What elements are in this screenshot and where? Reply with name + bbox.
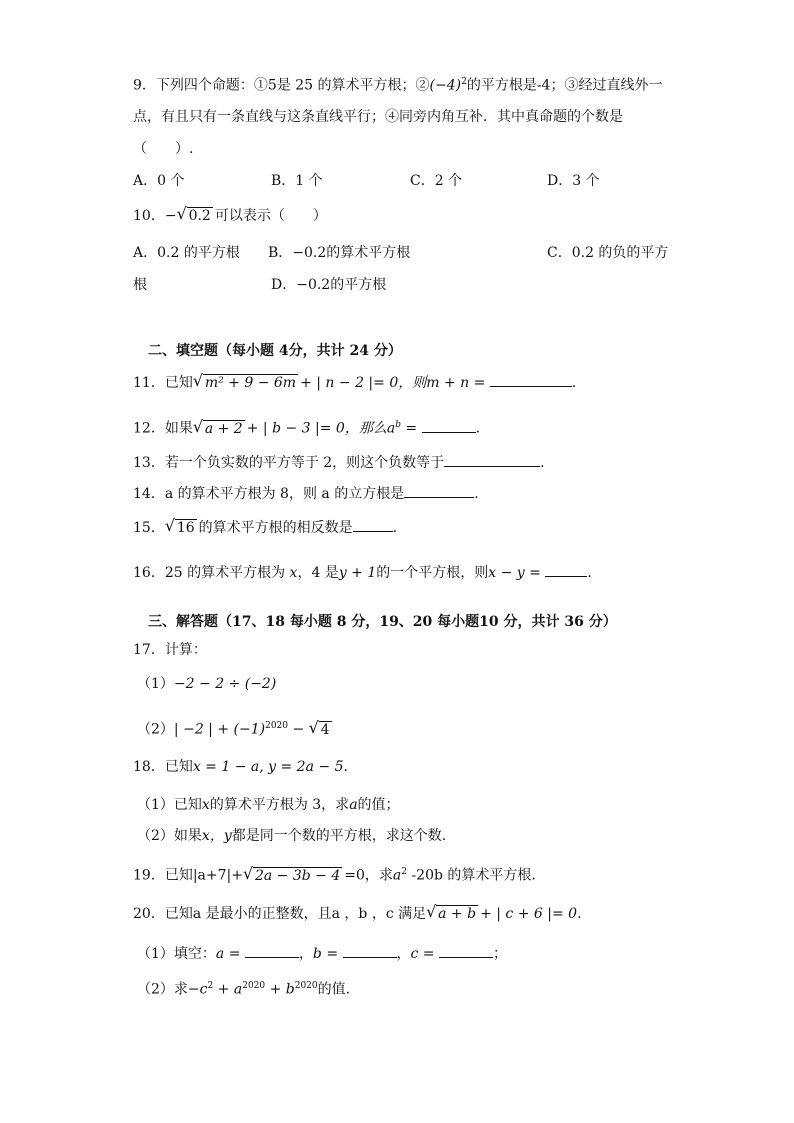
q11-answer-blank[interactable] (490, 372, 572, 387)
q9-option-b: B．1 个 (271, 173, 323, 189)
q10-option-d: D．−0.2的平方根 (271, 277, 387, 293)
q9-option-d: D．3 个 (547, 173, 600, 189)
q15-answer-blank[interactable] (353, 517, 393, 532)
q17-p2-b: − (288, 721, 309, 738)
q10-option-c-wrap: 根 (133, 277, 147, 293)
q16-x: x (289, 565, 298, 581)
q9-line3: （ ）. (133, 141, 194, 157)
q19-a: a (392, 867, 402, 884)
q16-end: . (587, 565, 592, 581)
q15-radicand: 16 (176, 520, 195, 536)
q9-option-a: A．0 个 (133, 173, 185, 189)
q9-line1 (133, 72, 662, 96)
q18-p2-a: （2）如果 (137, 828, 202, 844)
q20-b-blank[interactable] (343, 943, 397, 958)
q20-p1-a: a = (215, 946, 241, 962)
q20-part2 (137, 976, 350, 1000)
q20-sep-1: ， (298, 946, 313, 962)
q20-sqrt (428, 904, 478, 924)
q12-answer-blank[interactable] (422, 418, 476, 433)
section3-title: 三、解答题（17、18 每小题 8 分，19、20 每小题10 分，共计 36 分） (148, 614, 617, 630)
q15-line (133, 517, 397, 538)
q20-p1-end: ； (493, 946, 507, 962)
q11-mid: + | n − 2 |= 0，则 (300, 375, 427, 391)
q19-mid: =0，求 (344, 867, 393, 884)
q10-sqrt (179, 206, 213, 226)
q20-p1-c: c = (410, 946, 435, 962)
q9-exp: 2 (461, 77, 467, 87)
q18-part1 (137, 795, 400, 815)
section2-title: 二、填空题（每小题 4分，共计 24 分） (148, 343, 402, 359)
q18-part2 (137, 826, 446, 846)
q12-line (133, 415, 480, 439)
q14-text: 14．a 的算术平方根为 8，则 a 的立方根是 (133, 486, 405, 502)
q12-exp: b (395, 420, 401, 430)
q9-text-a: 9．下列四个命题：①5是 25 的算术平方根；② (133, 77, 430, 94)
q16-text-c: 的一个平方根，则 (376, 565, 489, 581)
q12-radicand: a + 2 (204, 420, 243, 437)
q9-expr: (−4) (429, 77, 462, 94)
q12-mid: + | b − 3 |= 0，那么 (246, 420, 387, 437)
q17-p2-sqrt (311, 720, 332, 740)
q17-p1-expr: −2 − 2 ÷ (−2) (173, 676, 277, 692)
q15-prefix: 15． (133, 520, 165, 536)
q20-radicand: a + b (438, 906, 477, 922)
q18-end: ． (343, 759, 358, 775)
q10-prefix: 10． (133, 208, 165, 224)
q20-p2-end: 的值. (317, 981, 351, 998)
q10-minus: − (164, 208, 177, 224)
q18-p1-a2: a (349, 797, 358, 813)
q13-answer-blank[interactable] (444, 452, 540, 467)
q20-c-blank[interactable] (439, 943, 493, 958)
q19-exp: 2 (401, 867, 407, 877)
q18-p2-b: 都是同一个数的平方根，求这个数. (231, 828, 447, 844)
q17-title: 17．计算： (133, 642, 207, 658)
q18-p2-xy: x，y (201, 828, 232, 844)
q15-text: 的算术平方根的相反数是 (198, 520, 353, 536)
q20-line (133, 904, 591, 924)
q16-line (133, 562, 592, 583)
q20-p2-e1: 2 (207, 981, 214, 991)
q18-expr: x = 1 − a, y = 2a − 5 (192, 759, 344, 775)
q17-part2 (137, 716, 334, 740)
q19-prefix: 19．已知|a+7|+ (133, 867, 243, 884)
q20-a-blank[interactable] (245, 943, 299, 958)
q16-text-a: 16．25 的算术平方根为 (133, 565, 286, 581)
q20-p2-e2: 2020 (242, 981, 266, 991)
q11-prefix: 11．已知 (133, 375, 193, 391)
q9-line2: 点，有且只有一条直线与这条直线平行；④同旁内角互补．其中真命题的个数是 (133, 109, 623, 125)
q16-text-b: ，4 是 (297, 565, 339, 581)
q17-p2-radicand: 4 (320, 721, 330, 738)
q12-sqrt (195, 419, 245, 439)
q11-radicand: m² + 9 − 6m (204, 375, 297, 391)
q20-end: ． (577, 906, 592, 922)
q16-answer-blank[interactable] (545, 562, 587, 577)
q9-option-c: C．2 个 (410, 173, 463, 189)
q19-line (133, 862, 536, 886)
q11-end: . (571, 375, 577, 391)
q12-eq: = (400, 420, 418, 437)
q12-expr: a (386, 420, 396, 437)
q10-radicand: 0.2 (188, 208, 211, 224)
q17-p1-label: （1） (137, 676, 174, 692)
q11-expr: m + n = (426, 375, 486, 391)
q20-p2-e3: 2020 (294, 981, 318, 991)
q20-p1-label: （1）填空： (137, 946, 216, 962)
q10-line (133, 206, 327, 226)
q20-p1-b: b = (312, 946, 339, 962)
q14-answer-blank[interactable] (404, 483, 474, 498)
q20-p2-expr2: + a (213, 981, 243, 998)
q11-sqrt (195, 373, 298, 393)
q15-sqrt (167, 518, 197, 538)
q10-option-a: A．0.2 的平方根 (133, 245, 240, 261)
q17-p2-label: （2） (137, 721, 174, 738)
q17-p2-a: | −2 | + (−1) (173, 721, 266, 738)
q20-mid: + | c + 6 |= 0 (480, 906, 578, 922)
q18-p1-b: 的算术平方根为 3，求 (209, 797, 350, 813)
q10-option-b: B．−0.2的算术平方根 (268, 245, 411, 261)
q20-sep-2: ， (396, 946, 411, 962)
q20-part1 (137, 943, 507, 964)
q20-prefix: 20．已知a 是最小的正整数，且a ，b ，c 满足 (133, 906, 427, 922)
q10-suffix: 可以表示（ ） (214, 208, 327, 224)
q10-option-c: C．0.2 的负的平方 (547, 245, 669, 261)
q18-p1-a: （1）已知 (137, 797, 202, 813)
q15-end: . (392, 520, 398, 536)
q14-line (133, 483, 479, 504)
q16-y1: y + 1 (338, 565, 377, 581)
q17-part1 (137, 674, 276, 694)
q18-prefix: 18．已知 (133, 759, 193, 775)
q20-p2-expr1: −c (187, 981, 208, 998)
q16-xy: x − y = (488, 565, 541, 581)
q18-p1-c: 的值； (357, 797, 400, 813)
q11-line (133, 372, 576, 393)
q17-p2-exp: 2020 (265, 721, 288, 731)
q18-line (133, 757, 357, 777)
q12-end: . (475, 420, 481, 437)
q19-sqrt (245, 866, 342, 886)
q20-p2-expr3: + b (265, 981, 295, 998)
q12-prefix: 12．如果 (133, 420, 193, 437)
q13-end: . (540, 455, 545, 471)
q13-line (133, 452, 545, 473)
q18-p1-x: x (201, 797, 210, 813)
q19-end: -20b 的算术平方根. (407, 867, 536, 884)
q20-p2-label: （2）求 (137, 981, 188, 998)
q13-text: 13．若一个负实数的平方等于 2，则这个负数等于 (133, 455, 445, 471)
q19-radicand: 2a − 3b − 4 (254, 867, 341, 884)
q9-text-b: 的平方根是-4；③经过直线外一 (466, 77, 663, 94)
q14-end: . (474, 486, 479, 502)
